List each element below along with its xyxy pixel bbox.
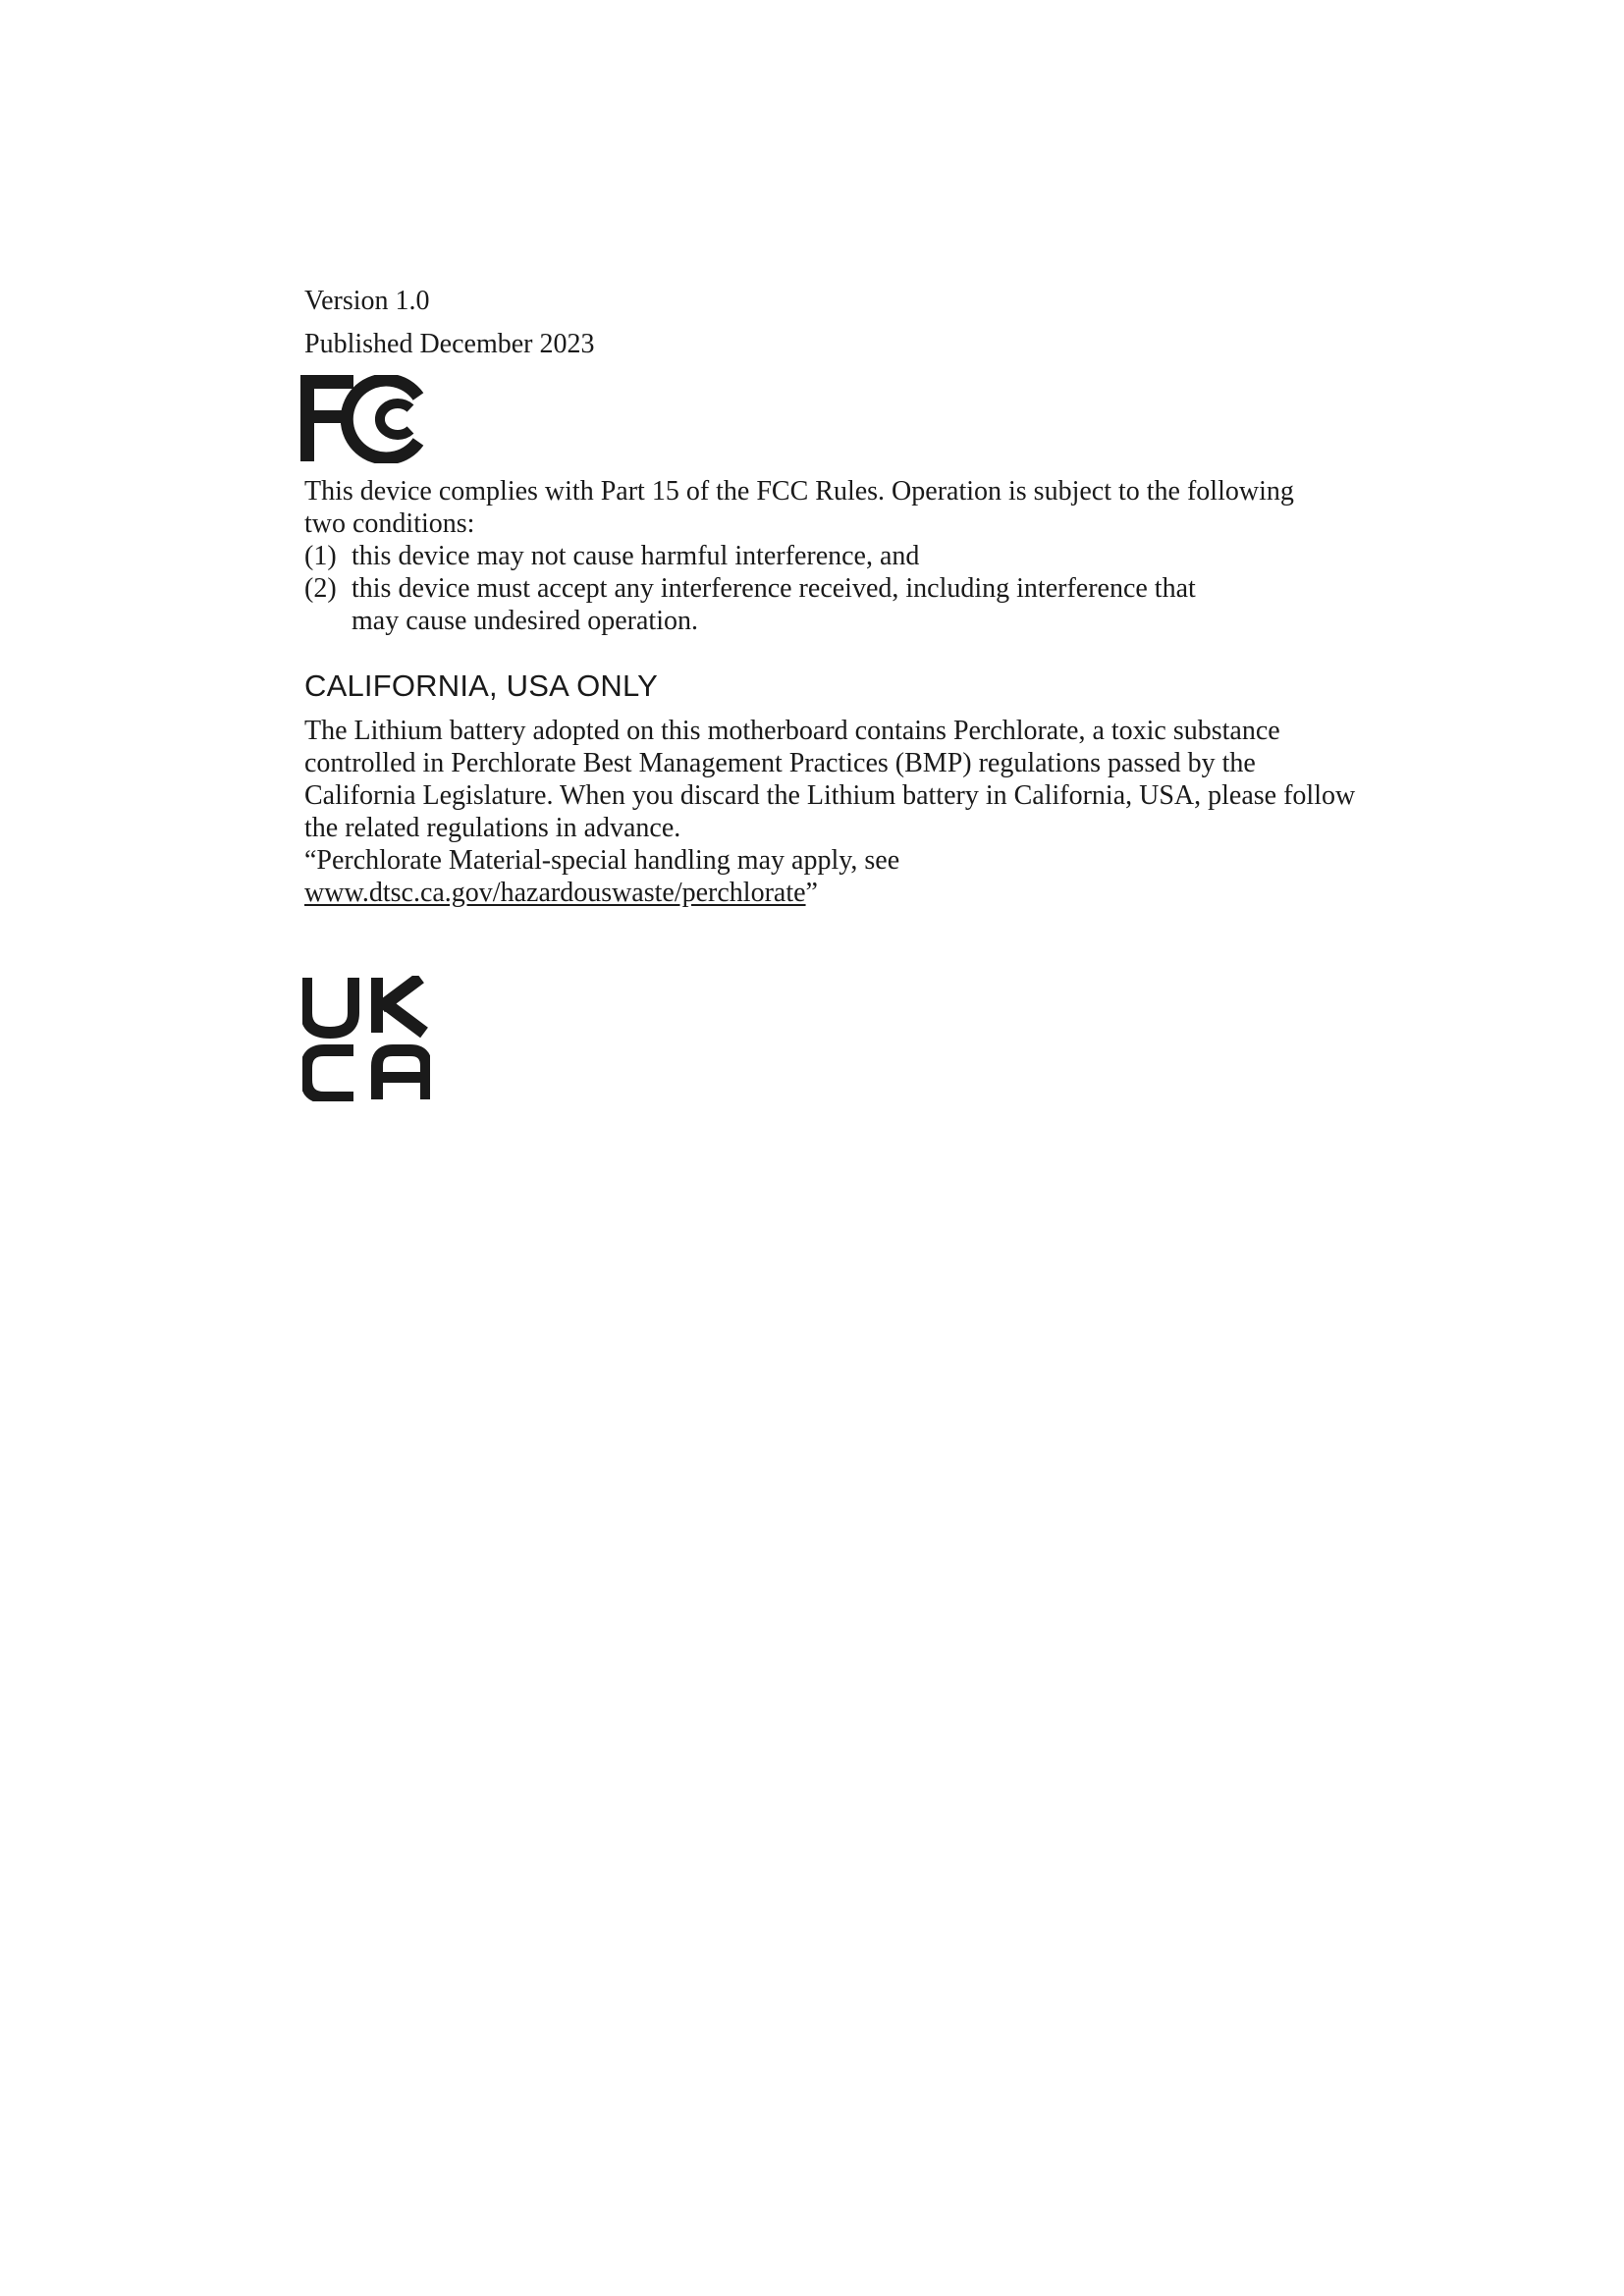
ukca-mark-icon [302, 976, 430, 1101]
california-notice [304, 715, 1365, 909]
notice-suffix: ” [805, 878, 818, 908]
fcc-statement [304, 475, 1365, 637]
notice-prefix: “Perchlorate Material-special handling may apply, see [304, 845, 900, 876]
version-label: Version 1.0 [304, 286, 430, 316]
published-date: Published December 2023 [304, 329, 595, 359]
dtsc-link[interactable]: www.dtsc.ca.gov/hazardouswaste/perchlorate [304, 878, 806, 908]
fcc-condition-1 [304, 540, 1365, 572]
fcc-statement-line-1: This device complies with Part 15 of the FCC Rules. Operation is subject to the following [304, 476, 1294, 507]
fcc-statement-line-2: two conditions: [304, 508, 475, 539]
perchlorate-notice [304, 844, 1365, 909]
section-title-california: CALIFORNIA, USA ONLY [304, 668, 659, 703]
fcc-logo-icon [300, 375, 426, 463]
condition-number: (1) [304, 541, 337, 571]
condition-number: (2) [304, 573, 337, 604]
condition-text: this device may not cause harmful interference, and [352, 541, 920, 571]
fcc-condition-2 [304, 572, 1365, 637]
perchlorate-paragraph: The Lithium battery adopted on this motherboard contains Perchlorate, a toxic substance controlled in Perchlorate Best Management Practices (BMP) regulations passed by the California Legislature. When you discard the Lithium battery in California, USA, please follow the related regulations in advance. [304, 716, 1356, 843]
condition-text: this device must accept any interference received, including interference that may cause undesired operation. [352, 573, 1196, 636]
